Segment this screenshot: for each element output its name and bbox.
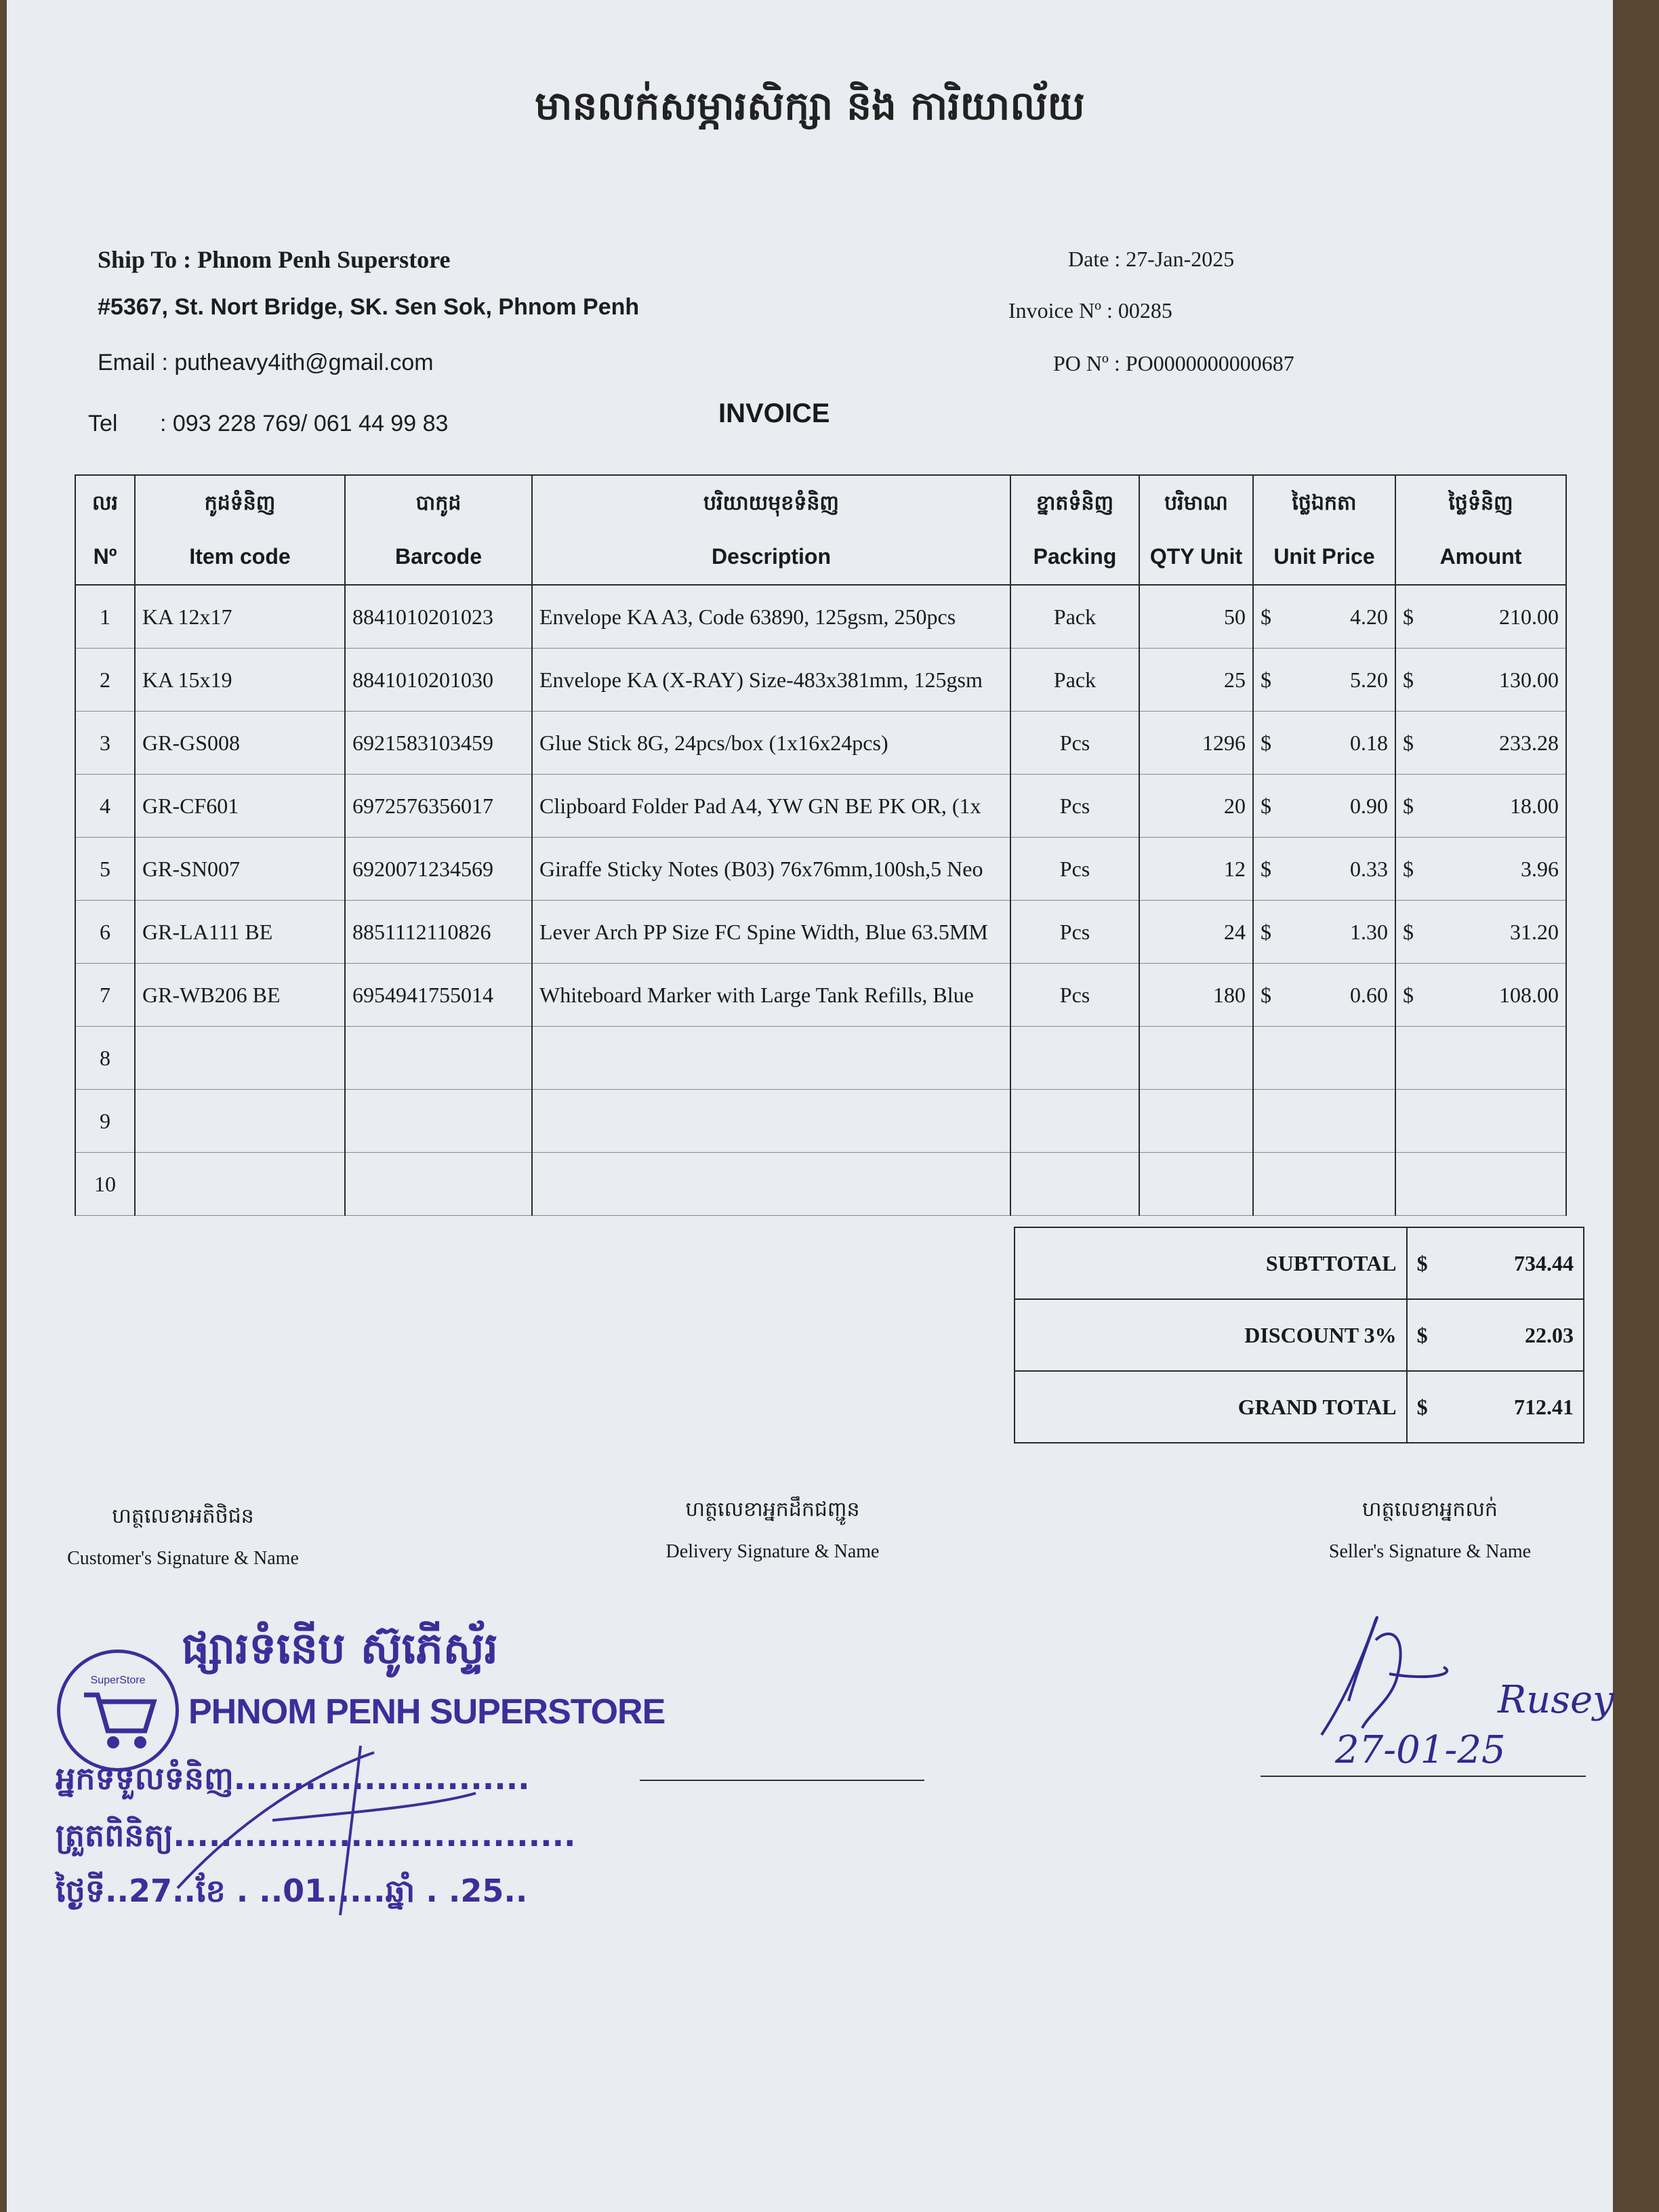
packing-cell: [1010, 712, 1139, 775]
qty-cell: [1139, 712, 1253, 775]
qty-cell: [1139, 964, 1253, 1027]
amount-cell: [1395, 901, 1566, 964]
seller-signature-en: Seller's Signature & Name: [1328, 1541, 1532, 1562]
packing: Pcs: [1059, 919, 1090, 944]
packing: Pack: [1053, 667, 1097, 692]
barcode: 8841010201030: [352, 667, 493, 692]
row-number-cell: [75, 585, 135, 649]
currency-symbol: $: [1261, 919, 1271, 944]
description-cell: [532, 1153, 1010, 1216]
items-table: [75, 474, 1567, 1216]
description: Giraffe Sticky Notes (B03) 76x76mm,100sh,5 Neo: [539, 856, 983, 881]
customer-signature-block: [47, 1503, 319, 1570]
subtotal-value: 734.44: [1514, 1250, 1574, 1275]
stamp-checker-line: ត្រួតពិនិត្យ..................................: [56, 1817, 576, 1853]
barcode-cell: [345, 649, 532, 712]
subtotal-row: [1015, 1227, 1584, 1299]
delivery-signature-block: [617, 1496, 928, 1563]
currency-symbol: $: [1403, 919, 1414, 944]
date-line: [1068, 247, 1234, 272]
row-number: 2: [100, 667, 110, 692]
barcode-cell: [345, 901, 532, 964]
currency-symbol: $: [1261, 982, 1271, 1007]
row-number: 9: [100, 1108, 110, 1133]
description: Envelope KA (X-RAY) Size-483x381mm, 125gsm: [539, 667, 983, 692]
invoice-number-line: [1008, 298, 1172, 323]
amount: 210.00: [1499, 604, 1559, 629]
unit-price-cell: [1253, 585, 1395, 649]
amount: 3.96: [1521, 856, 1559, 881]
table-header-row: [75, 475, 1566, 585]
amount-cell: [1395, 712, 1566, 775]
item-code: GR-SN007: [142, 856, 241, 881]
packing: Pack: [1053, 604, 1097, 629]
ship-to-label: Ship To :: [98, 246, 198, 273]
unit-price-cell: [1253, 775, 1395, 838]
unit-price-cell: [1253, 1090, 1395, 1153]
delivery-signature-line: [640, 1780, 924, 1781]
invoice-number-value: 00285: [1118, 298, 1172, 323]
discount-value: 22.03: [1525, 1322, 1574, 1347]
email-label: Email :: [98, 350, 175, 375]
packing: Pcs: [1059, 730, 1090, 755]
qty-cell: [1139, 901, 1253, 964]
description-cell: [532, 838, 1010, 901]
barcode-cell: [345, 1027, 532, 1090]
qty-cell: [1139, 1153, 1253, 1216]
item-code: GR-CF601: [142, 793, 239, 818]
po-number-value: PO0000000000687: [1125, 351, 1294, 375]
currency-symbol: $: [1261, 667, 1271, 692]
barcode-cell: [345, 964, 532, 1027]
currency-symbol: $: [1403, 793, 1414, 818]
po-number-label: PO Nº :: [1053, 351, 1126, 375]
qty: 20: [1224, 793, 1246, 818]
col-header-packing: ខ្នាតទំនិញ Packing: [1010, 475, 1139, 585]
unit-price-cell: [1253, 901, 1395, 964]
discount-row: [1015, 1299, 1584, 1371]
invoice-paper: [7, 0, 1613, 2212]
currency-symbol: $: [1403, 730, 1414, 755]
qty-cell: [1139, 838, 1253, 901]
item-code: GR-WB206 BE: [142, 982, 281, 1007]
shop-header-title: មានលក់សម្ភារសិក្សា និង ការិយាល័យ: [535, 83, 1085, 129]
description-cell: [532, 964, 1010, 1027]
barcode: 6954941755014: [352, 982, 493, 1007]
discount-currency: $: [1416, 1322, 1428, 1347]
barcode: 8841010201023: [352, 604, 493, 629]
unit-price-cell: [1253, 838, 1395, 901]
col-header-description: បរិយាយមុខទំនិញ Description: [532, 475, 1010, 585]
row-number: 5: [100, 856, 110, 881]
packing-cell: [1010, 649, 1139, 712]
description: Clipboard Folder Pad A4, YW GN BE PK OR, (1x: [539, 793, 981, 818]
description: Lever Arch PP Size FC Spine Width, Blue 63.5MM: [539, 919, 988, 944]
seller-signature-block: [1281, 1496, 1579, 1563]
col-header-qty: បរិមាណ QTY Unit: [1139, 475, 1253, 585]
qty-cell: [1139, 1090, 1253, 1153]
customer-signature: [171, 1725, 483, 1929]
table-row: [75, 1027, 1566, 1090]
unit-price-cell: [1253, 1153, 1395, 1216]
qty: 12: [1224, 856, 1246, 881]
date-value: 27-Jan-2025: [1126, 247, 1235, 271]
row-number-cell: [75, 1027, 135, 1090]
unit-price: 5.20: [1350, 667, 1388, 692]
tel-line: [88, 411, 448, 437]
grand-total-row: [1015, 1371, 1584, 1443]
col-header-amount: ថ្លៃទំនិញ Amount: [1395, 475, 1566, 585]
table-row: [75, 712, 1566, 775]
seller-signature-kh: ហត្ថលេខាអ្នកលក់: [1362, 1498, 1498, 1521]
amount-cell: [1395, 1153, 1566, 1216]
currency-symbol: $: [1261, 793, 1271, 818]
row-number: 3: [100, 730, 110, 755]
barcode-cell: [345, 775, 532, 838]
row-number-cell: [75, 649, 135, 712]
table-row: [75, 585, 1566, 649]
packing-cell: [1010, 901, 1139, 964]
item-code-cell: [135, 1027, 345, 1090]
stamp-receiver-line: អ្នកទទួលទំនិញ.........................: [56, 1760, 530, 1797]
item-code: GR-GS008: [142, 730, 241, 755]
barcode: 6972576356017: [352, 793, 493, 818]
item-code-cell: [135, 964, 345, 1027]
packing-cell: [1010, 1153, 1139, 1216]
table-row: [75, 901, 1566, 964]
row-number: 6: [100, 919, 110, 944]
packing: Pcs: [1059, 856, 1090, 881]
qty: 1296: [1202, 730, 1246, 755]
row-number-cell: [75, 712, 135, 775]
unit-price: 1.30: [1350, 919, 1388, 944]
item-code-cell: [135, 585, 345, 649]
item-code: KA 12x17: [142, 604, 232, 629]
description-cell: [532, 1090, 1010, 1153]
amount: 233.28: [1499, 730, 1559, 755]
barcode-cell: [345, 1090, 532, 1153]
grand-total-currency: $: [1416, 1394, 1428, 1419]
subtotal-currency: $: [1416, 1250, 1428, 1275]
row-number-cell: [75, 901, 135, 964]
row-number: 10: [94, 1171, 116, 1196]
amount: 31.20: [1510, 919, 1559, 944]
qty-cell: [1139, 649, 1253, 712]
barcode-cell: [345, 712, 532, 775]
unit-price: 0.90: [1350, 793, 1388, 818]
tel-value: : 093 228 769/ 061 44 99 83: [160, 411, 449, 436]
col-header-barcode: បាកូដ Barcode: [345, 475, 532, 585]
table-row: [75, 1153, 1566, 1216]
cart-logo-icon: [57, 1650, 179, 1771]
barcode: 8851112110826: [352, 919, 491, 944]
item-code-cell: [135, 649, 345, 712]
item-code-cell: [135, 1153, 345, 1216]
unit-price: 0.18: [1350, 730, 1388, 755]
barcode-cell: [345, 838, 532, 901]
row-number: 1: [100, 604, 110, 629]
qty-cell: [1139, 775, 1253, 838]
ship-to-name: Phnom Penh Superstore: [197, 246, 451, 273]
description-cell: [532, 712, 1010, 775]
row-number-cell: [75, 838, 135, 901]
description-cell: [532, 901, 1010, 964]
row-number-cell: [75, 1090, 135, 1153]
row-number: 4: [100, 793, 110, 818]
packing: Pcs: [1059, 793, 1090, 818]
amount-cell: [1395, 838, 1566, 901]
currency-symbol: $: [1261, 856, 1271, 881]
description: Envelope KA A3, Code 63890, 125gsm, 250pcs: [539, 604, 956, 629]
unit-price: 0.33: [1350, 856, 1388, 881]
description-cell: [532, 1027, 1010, 1090]
unit-price-cell: [1253, 1027, 1395, 1090]
amount: 130.00: [1499, 667, 1559, 692]
table-row: [75, 1090, 1566, 1153]
table-row: [75, 775, 1566, 838]
ship-to-address: #5367, St. Nort Bridge, SK. Sen Sok, Phnom Penh: [98, 294, 640, 320]
description: Glue Stick 8G, 24pcs/box (1x16x24pcs): [539, 730, 888, 755]
description: Whiteboard Marker with Large Tank Refills, Blue: [539, 982, 974, 1007]
email-line: [98, 350, 434, 376]
packing-cell: [1010, 838, 1139, 901]
amount-cell: [1395, 585, 1566, 649]
packing-cell: [1010, 1090, 1139, 1153]
qty: 50: [1224, 604, 1246, 629]
ship-to: [98, 245, 450, 274]
packing: Pcs: [1059, 982, 1090, 1007]
amount: 18.00: [1510, 793, 1559, 818]
subtotal-label: SUBTTOTAL: [1015, 1227, 1407, 1299]
email-value: putheavy4ith@gmail.com: [174, 350, 434, 375]
stamp-date-line: ថ្ងៃទី..27..ខែ . ..01.....ឆ្នាំ . .25..: [56, 1872, 528, 1909]
currency-symbol: $: [1403, 982, 1414, 1007]
invoice-number-label: Invoice Nº :: [1008, 298, 1118, 323]
col-header-unit-price: ថ្លៃឯកតា Unit Price: [1253, 475, 1395, 585]
delivery-signature-en: Delivery Signature & Name: [665, 1541, 880, 1562]
table-row: [75, 838, 1566, 901]
stamp-name-en: PHNOM PENH SUPERSTORE: [188, 1692, 665, 1732]
discount-label: DISCOUNT 3%: [1015, 1299, 1407, 1371]
item-code: GR-LA111 BE: [142, 919, 273, 944]
qty: 24: [1224, 919, 1246, 944]
currency-symbol: $: [1403, 604, 1414, 629]
qty: 180: [1213, 982, 1246, 1007]
row-number-cell: [75, 775, 135, 838]
seller-handwritten-name: Rusey: [1498, 1678, 1614, 1722]
table-row: [75, 649, 1566, 712]
stamp-name-kh: ផ្សារទំនើប ស៊ូភើស្ទ័រ: [182, 1624, 498, 1674]
packing-cell: [1010, 964, 1139, 1027]
grand-total-value: 712.41: [1514, 1394, 1574, 1419]
amount-cell: [1395, 775, 1566, 838]
currency-symbol: $: [1403, 856, 1414, 881]
invoice-title: INVOICE: [718, 398, 830, 428]
unit-price-cell: [1253, 649, 1395, 712]
row-number-cell: [75, 1153, 135, 1216]
logo-text: SuperStore: [90, 1675, 146, 1686]
packing-cell: [1010, 1027, 1139, 1090]
amount-cell: [1395, 1027, 1566, 1090]
qty-cell: [1139, 1027, 1253, 1090]
amount-cell: [1395, 1090, 1566, 1153]
store-stamp: [49, 1617, 665, 1936]
description-cell: [532, 775, 1010, 838]
col-header-no: លរ Nº: [75, 475, 135, 585]
unit-price: 4.20: [1350, 604, 1388, 629]
date-label: Date :: [1068, 247, 1126, 271]
currency-symbol: $: [1403, 667, 1414, 692]
barcode: 6921583103459: [352, 730, 493, 755]
totals-table: [1014, 1227, 1584, 1443]
qty: 25: [1224, 667, 1246, 692]
seller-handwritten-date: 27-01-25: [1335, 1728, 1506, 1772]
item-code: KA 15x19: [142, 667, 232, 692]
unit-price: 0.60: [1350, 982, 1388, 1007]
customer-signature-kh: ហត្ថលេខាអតិថិជន: [112, 1504, 254, 1528]
item-code-cell: [135, 838, 345, 901]
grand-total-label: GRAND TOTAL: [1015, 1371, 1407, 1443]
packing-cell: [1010, 585, 1139, 649]
row-number: 7: [100, 982, 110, 1007]
description-cell: [532, 649, 1010, 712]
item-code-cell: [135, 1090, 345, 1153]
customer-signature-en: Customer's Signature & Name: [67, 1548, 299, 1569]
tel-label: Tel: [88, 411, 118, 436]
barcode-cell: [345, 585, 532, 649]
delivery-signature-kh: ហត្ថលេខាអ្នកដឹកជញ្ជូន: [685, 1498, 860, 1521]
unit-price-cell: [1253, 712, 1395, 775]
col-header-item-code: កូដទំនិញ Item code: [135, 475, 345, 585]
table-row: [75, 964, 1566, 1027]
packing-cell: [1010, 775, 1139, 838]
po-number-line: [1053, 351, 1294, 376]
currency-symbol: $: [1261, 604, 1271, 629]
item-code-cell: [135, 901, 345, 964]
barcode: 6920071234569: [352, 856, 493, 881]
amount: 108.00: [1499, 982, 1559, 1007]
unit-price-cell: [1253, 964, 1395, 1027]
currency-symbol: $: [1261, 730, 1271, 755]
row-number-cell: [75, 964, 135, 1027]
item-code-cell: [135, 775, 345, 838]
amount-cell: [1395, 649, 1566, 712]
item-code-cell: [135, 712, 345, 775]
description-cell: [532, 585, 1010, 649]
row-number: 8: [100, 1045, 110, 1070]
amount-cell: [1395, 964, 1566, 1027]
qty-cell: [1139, 585, 1253, 649]
barcode-cell: [345, 1153, 532, 1216]
